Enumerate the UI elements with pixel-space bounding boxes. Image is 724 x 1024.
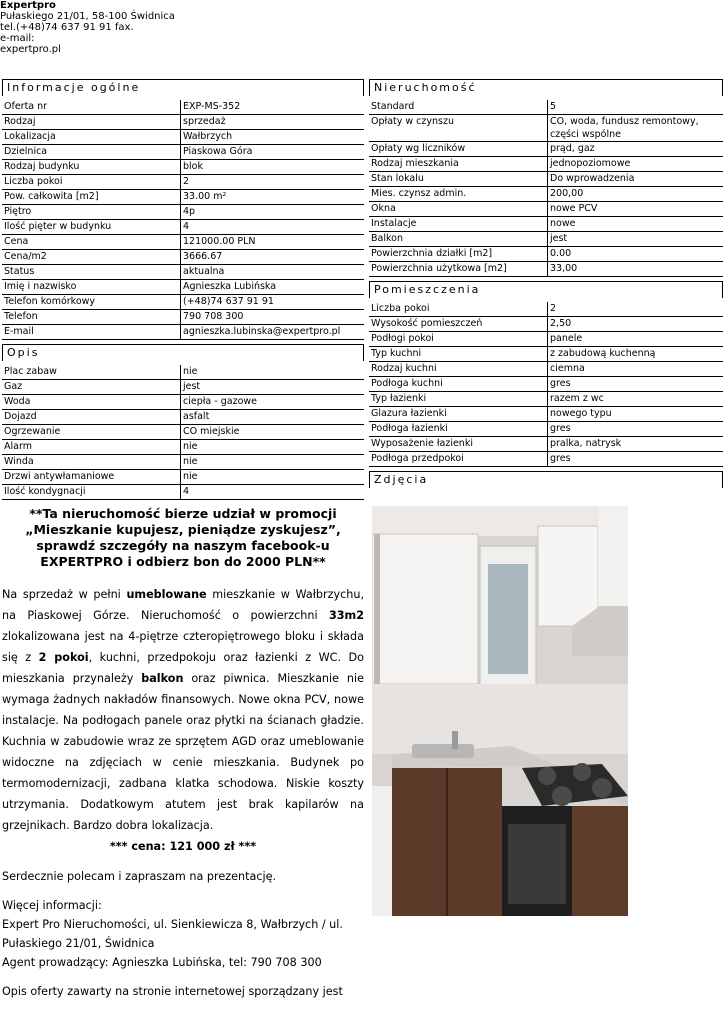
rooms-row <box>369 347 723 362</box>
desc-bold: 2 pokoi <box>38 651 89 664</box>
property-row-value: 33,00 <box>548 262 724 277</box>
general-row-label: Cena <box>2 235 181 250</box>
opis-row-label: Woda <box>2 395 181 410</box>
general-row-value: Piaskowa Góra <box>181 145 365 160</box>
property-row-label: Opłaty wg liczników <box>369 142 548 157</box>
general-row-value: 790 708 300 <box>181 310 365 325</box>
property-row-label: Instalacje <box>369 217 548 232</box>
opis-table <box>2 365 364 500</box>
rooms-row <box>369 407 723 422</box>
rooms-row-label: Podłoga przedpokoi <box>369 452 548 467</box>
property-row-value: Do wprowadzenia <box>548 172 724 187</box>
desc-bold: balkon <box>141 672 184 685</box>
rooms-row-label: Glazura łazienki <box>369 407 548 422</box>
opis-row-label: Alarm <box>2 440 181 455</box>
general-row-label: Imię i nazwisko <box>2 280 181 295</box>
general-row-label: Cena/m2 <box>2 250 181 265</box>
general-row-label: Ilość pięter w budynku <box>2 220 181 235</box>
opis-row-label: Gaz <box>2 380 181 395</box>
general-row <box>2 145 364 160</box>
property-row-value: prąd, gaz <box>548 142 724 157</box>
company-phone: tel.(+48)74 637 91 91 fax. <box>0 22 134 33</box>
property-row-value: 0.00 <box>548 247 724 262</box>
opis-row-value: ciepła - gazowe <box>181 395 365 410</box>
general-row-label: Rodzaj budynku <box>2 160 181 175</box>
property-row <box>369 100 723 115</box>
property-row-label: Powierzchnia użytkowa [m2] <box>369 262 548 277</box>
opis-row <box>2 485 364 500</box>
rooms-row <box>369 392 723 407</box>
property-row <box>369 217 723 232</box>
rooms-row <box>369 422 723 437</box>
property-row <box>369 262 723 277</box>
property-row-value: 200,00 <box>548 187 724 202</box>
property-row <box>369 142 723 157</box>
property-row <box>369 247 723 262</box>
property-row-label: Balkon <box>369 232 548 247</box>
general-row <box>2 235 364 250</box>
section-general-title: Informacje ogólne <box>2 79 364 96</box>
property-row-label: Opłaty w czynszu <box>369 115 548 142</box>
desc-text: mieszkanie w Wałbrzychu, na Piaskowej Górze. Nieruchomość o powierzchni <box>2 588 365 622</box>
section-opis-title: Opis <box>2 344 364 361</box>
opis-row <box>2 410 364 425</box>
general-row-value: (+48)74 637 91 91 <box>181 295 365 310</box>
opis-row-value: jest <box>181 380 365 395</box>
more-info-label: Więcej informacji: <box>2 899 102 912</box>
property-row-value: nowe PCV <box>548 202 724 217</box>
desc-text: zlokalizowana jest na 4-piętrze czteropiętrowego bloku i składa się z <box>2 630 364 664</box>
rooms-row <box>369 302 723 317</box>
rooms-row-value: 2 <box>548 302 724 317</box>
general-row-label: Telefon komórkowy <box>2 295 181 310</box>
opis-row <box>2 380 364 395</box>
general-row <box>2 130 364 145</box>
rooms-row-value: 2,50 <box>548 317 724 332</box>
opis-row-label: Dojazd <box>2 410 181 425</box>
general-row-value: EXP-MS-352 <box>181 100 365 115</box>
property-row-label: Okna <box>369 202 548 217</box>
general-row-label: Pow. całkowita [m2] <box>2 190 181 205</box>
rooms-row <box>369 317 723 332</box>
rooms-row-value: gres <box>548 422 724 437</box>
rooms-row-value: ciemna <box>548 362 724 377</box>
company-website: expertpro.pl <box>0 44 61 55</box>
general-row-label: Lokalizacja <box>2 130 181 145</box>
agency-header <box>0 0 175 55</box>
property-row-value: nowe <box>548 217 724 232</box>
promo-text: **Ta nieruchomość bierze udział w promocji „Mieszkanie kupujesz, pieniądze zyskujesz”, sprawdź szczegóły na naszym facebook-u EXPERTPRO i odbierz bon do 2000 PLN** <box>25 506 341 569</box>
more-info-address: Expert Pro Nieruchomości, ul. Sienkiewicza 8, Wałbrzych / ul. Pułaskiego 21/01, Świdnica <box>2 918 343 950</box>
rooms-row-label: Podłoga kuchni <box>369 377 548 392</box>
general-row-value: Agnieszka Lubińska <box>181 280 365 295</box>
property-row-label: Mies. czynsz admin. <box>369 187 548 202</box>
rooms-row <box>369 377 723 392</box>
general-row-value: blok <box>181 160 365 175</box>
company-name: Expertpro <box>0 0 56 11</box>
kitchen-photo[interactable] <box>372 506 628 916</box>
rooms-row-value: gres <box>548 377 724 392</box>
property-row-value: 5 <box>548 100 724 115</box>
general-row-value: sprzedaż <box>181 115 365 130</box>
general-row-value: agnieszka.lubinska@expertpro.pl <box>181 325 365 340</box>
rooms-row-label: Typ łazienki <box>369 392 548 407</box>
opis-row <box>2 425 364 440</box>
rooms-row-label: Wyposażenie łazienki <box>369 437 548 452</box>
rooms-row-value: panele <box>548 332 724 347</box>
opis-row-value: nie <box>181 365 365 380</box>
rooms-row-value: z zabudową kuchenną <box>548 347 724 362</box>
opis-row-value: nie <box>181 470 365 485</box>
rooms-row <box>369 332 723 347</box>
opis-row-label: Ogrzewanie <box>2 425 181 440</box>
section-photos-title: Zdjęcia <box>369 471 723 488</box>
opis-row-value: 4 <box>181 485 365 500</box>
agent-info: Agent prowadzący: Agnieszka Lubińska, tel: 790 708 300 <box>2 956 322 969</box>
general-row-label: Telefon <box>2 310 181 325</box>
general-row-value: 33.00 m² <box>181 190 365 205</box>
right-column <box>369 79 723 492</box>
general-row-value: 3666.67 <box>181 250 365 265</box>
general-row <box>2 205 364 220</box>
desc-text: , kuchni, przedpokoju oraz łazienki z WC. Do mieszkania przynależy <box>2 651 364 685</box>
company-email: e-mail: <box>0 33 35 44</box>
opis-row <box>2 455 364 470</box>
invite-text: Serdecznie polecam i zapraszam na prezentację. <box>2 870 277 883</box>
description <box>2 584 364 857</box>
rooms-row-value: gres <box>548 452 724 467</box>
rooms-table <box>369 302 723 467</box>
general-row <box>2 250 364 265</box>
rooms-row-label: Podłoga łazienki <box>369 422 548 437</box>
opis-row-label: Winda <box>2 455 181 470</box>
section-property-title: Nieruchomość <box>369 79 723 96</box>
property-row <box>369 232 723 247</box>
footer-text: Opis oferty zawarty na stronie internetowej sporządzany jest <box>2 985 343 998</box>
rooms-row-label: Rodzaj kuchni <box>369 362 548 377</box>
general-row <box>2 100 364 115</box>
general-row-label: Liczba pokoi <box>2 175 181 190</box>
property-table <box>369 100 723 277</box>
property-row-value: CO, woda, fundusz remontowy, części wspólne <box>548 115 724 142</box>
general-row <box>2 310 364 325</box>
property-row <box>369 172 723 187</box>
opis-row-value: nie <box>181 455 365 470</box>
property-row-label: Standard <box>369 100 548 115</box>
price-line: *** cena: 121 000 zł *** <box>109 840 257 853</box>
opis-row-value: asfalt <box>181 410 365 425</box>
general-row <box>2 295 364 310</box>
kitchen-photo-image <box>372 506 628 916</box>
opis-row-value: nie <box>181 440 365 455</box>
general-row-value: 2 <box>181 175 365 190</box>
property-row <box>369 202 723 217</box>
general-row <box>2 190 364 205</box>
opis-row-label: Drzwi antywłamaniowe <box>2 470 181 485</box>
general-info-table <box>2 100 364 340</box>
rooms-row-label: Liczba pokoi <box>369 302 548 317</box>
general-row-value: Wałbrzych <box>181 130 365 145</box>
general-row-label: Piętro <box>2 205 181 220</box>
desc-bold: umeblowane <box>126 588 207 601</box>
general-row <box>2 265 364 280</box>
rooms-row <box>369 437 723 452</box>
rooms-row-value: razem z wc <box>548 392 724 407</box>
opis-row-label: Ilość kondygnacji <box>2 485 181 500</box>
desc-bold: 33m2 <box>328 609 364 622</box>
desc-text: oraz piwnica. Mieszkanie nie wymaga żadnych nakładów finansowych. Nowe okna PCV, nowe instalacje. Na podłogach panele oraz płytki na ścianach gładzie. Kuchnia w zabudowie wraz ze sprzętem AGD oraz umeblowanie widoczne na zdjęciach w cenie mieszkania. Budynek po termomodernizacji, zadbana klatka schodowa. Niskie koszty utrzymania. Dodatkowym atutem jest brak kapilarów na grzejnikach. Bardzo dobra lokalizacja. <box>2 672 364 832</box>
desc-text: Na sprzedaż w pełni <box>2 588 127 601</box>
general-row-label: Dzielnica <box>2 145 181 160</box>
opis-row-label: Plac zabaw <box>2 365 181 380</box>
rooms-row-label: Typ kuchni <box>369 347 548 362</box>
property-row-label: Stan lokalu <box>369 172 548 187</box>
opis-row <box>2 365 364 380</box>
opis-row-value: CO miejskie <box>181 425 365 440</box>
rooms-row <box>369 362 723 377</box>
general-row <box>2 175 364 190</box>
general-row <box>2 280 364 295</box>
general-row-label: E-mail <box>2 325 181 340</box>
general-row <box>2 325 364 340</box>
general-row-label: Rodzaj <box>2 115 181 130</box>
general-row <box>2 220 364 235</box>
general-row-value: 4 <box>181 220 365 235</box>
general-row-label: Status <box>2 265 181 280</box>
property-row-label: Rodzaj mieszkania <box>369 157 548 172</box>
rooms-row-label: Podłogi pokoi <box>369 332 548 347</box>
property-row <box>369 115 723 142</box>
general-row-value: 121000.00 PLN <box>181 235 365 250</box>
section-rooms-title: Pomieszczenia <box>369 281 723 298</box>
rooms-row-value: pralka, natrysk <box>548 437 724 452</box>
more-info <box>2 896 364 972</box>
general-row-value: aktualna <box>181 265 365 280</box>
left-column <box>2 79 364 1001</box>
rooms-row-value: nowego typu <box>548 407 724 422</box>
general-row <box>2 160 364 175</box>
rooms-row-label: Wysokość pomieszczeń <box>369 317 548 332</box>
opis-row <box>2 440 364 455</box>
company-address: Pułaskiego 21/01, 58-100 Świdnica <box>0 11 175 22</box>
general-row-value: 4p <box>181 205 365 220</box>
general-row <box>2 115 364 130</box>
property-row <box>369 187 723 202</box>
property-row-label: Powierzchnia działki [m2] <box>369 247 548 262</box>
property-row-value: jednopoziomowe <box>548 157 724 172</box>
general-row-label: Oferta nr <box>2 100 181 115</box>
property-row-value: jest <box>548 232 724 247</box>
rooms-row <box>369 452 723 467</box>
property-row <box>369 157 723 172</box>
opis-row <box>2 395 364 410</box>
opis-row <box>2 470 364 485</box>
